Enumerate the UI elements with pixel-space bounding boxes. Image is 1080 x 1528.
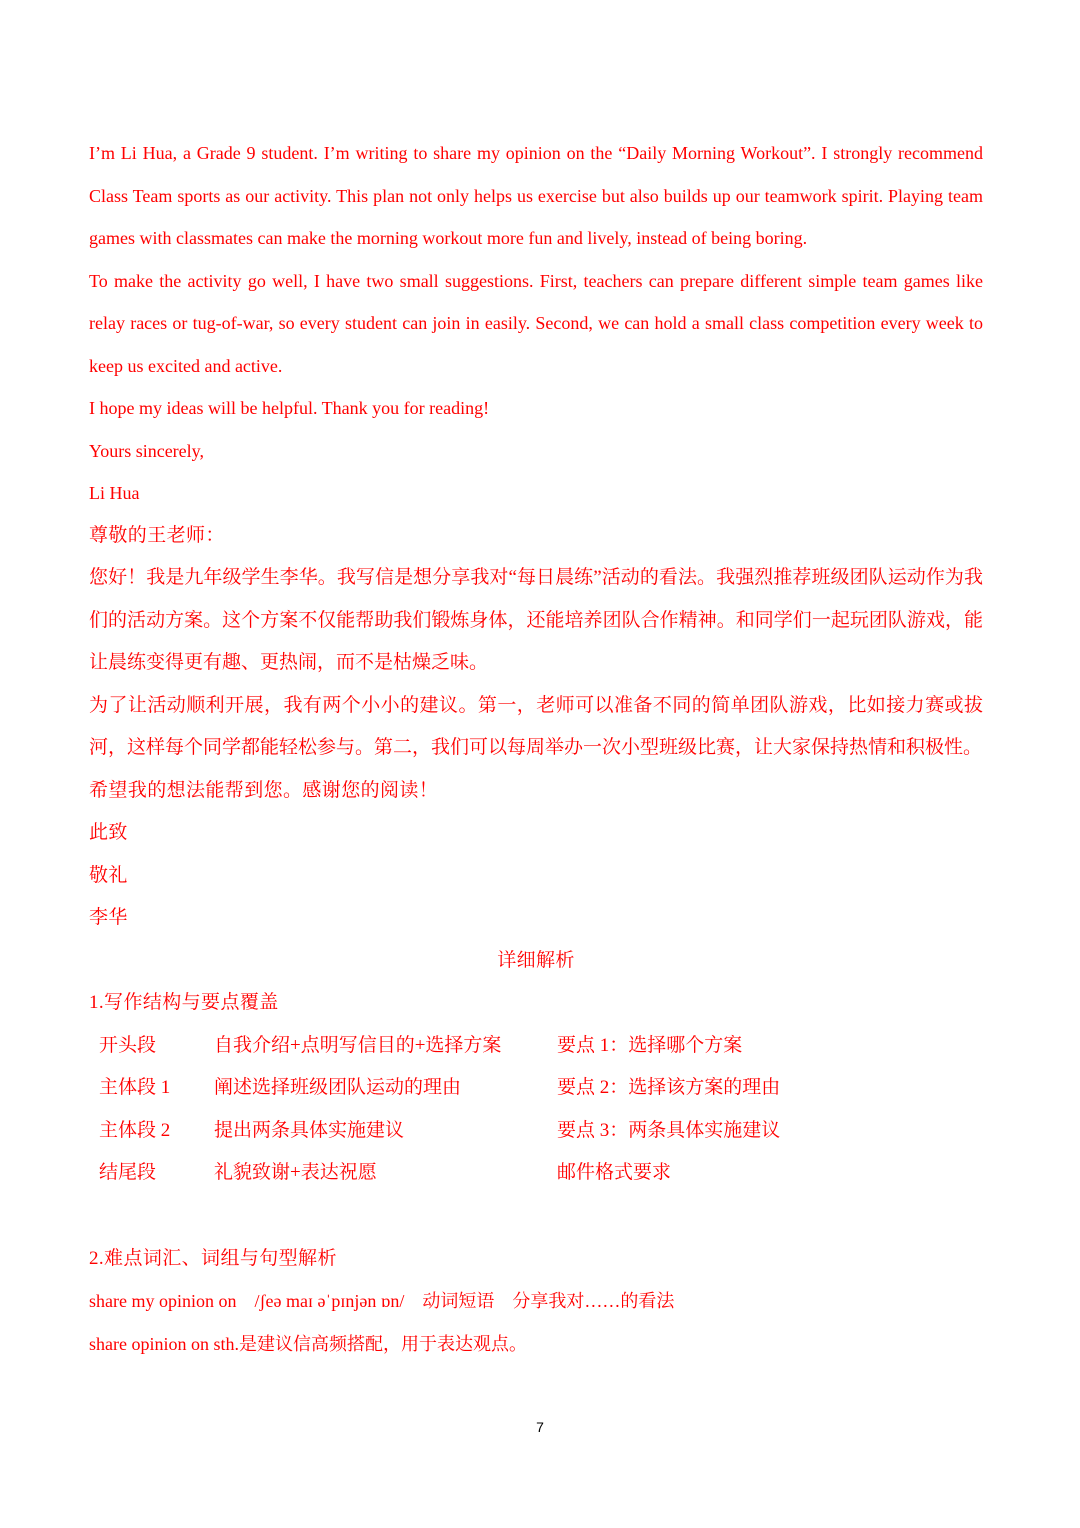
structure-point: 要点 2：选择该方案的理由 <box>557 1077 781 1098</box>
document-body <box>89 132 983 1365</box>
structure-row <box>89 1067 983 1110</box>
english-letter-paragraph-1: I’m Li Hua, a Grade 9 student. I’m writing to share my opinion on the “Daily Morning Workout”. I strongly recommend Class Team sports as our activity. This plan not only helps us exercise but also builds up our teamwork spirit. Playing team games with classmates can make the morning workout more fun and lively, instead of being boring. <box>89 143 983 248</box>
structure-content: 自我介绍+点明写信目的+选择方案 <box>214 1034 502 1056</box>
english-letter-closing: Yours sincerely, <box>89 440 204 461</box>
page-number: 7 <box>536 1419 544 1435</box>
structure-point: 要点 1：选择哪个方案 <box>557 1034 743 1056</box>
chinese-letter-greeting: 尊敬的王老师： <box>89 524 225 546</box>
chinese-letter-paragraph-2: 为了让活动顺利开展，我有两个小小的建议。第一，老师可以准备不同的简单团队游戏，比如接力赛或拔河，这样每个同学都能轻松参与。第二，我们可以每周举办一次小型班级比赛，让大家保持热情和积极性。 <box>89 694 983 758</box>
vocab-note: share opinion on sth.是建议信高频搭配，用于表达观点。 <box>89 1333 527 1354</box>
structure-content: 提出两条具体实施建议 <box>214 1119 405 1141</box>
structure-part: 主体段 2 <box>99 1119 171 1141</box>
analysis-title: 详细解析 <box>497 949 575 971</box>
structure-part: 结尾段 <box>99 1162 157 1183</box>
structure-row <box>89 1152 983 1195</box>
structure-content: 礼貌致谢+表达祝愿 <box>214 1162 377 1183</box>
structure-row <box>89 1110 983 1153</box>
english-letter-paragraph-2: To make the activity go well, I have two small suggestions. First, teachers can prepare different simple team games like relay races or tug-of-war, so every student can join in easily. Second, we can hold a small class competition every week to keep us excited and active. <box>89 270 983 376</box>
structure-part: 开头段 <box>99 1034 157 1056</box>
structure-table <box>89 1025 983 1195</box>
spacer <box>89 1195 983 1238</box>
structure-point: 邮件格式要求 <box>557 1162 672 1183</box>
english-letter-signature: Li Hua <box>89 483 140 503</box>
vocab-entry: share my opinion on /ʃeə maɪ əˈpɪnjən ɒn/ 动词短语 分享我对……的看法 <box>89 1291 675 1311</box>
chinese-letter-paragraph-1: 您好！我是九年级学生李华。我写信是想分享我对“每日晨练”活动的看法。我强烈推荐班级团队运动作为我们的活动方案。这个方案不仅能帮助我们锻炼身体，还能培养团队合作精神。和同学们一起玩团队游戏，能让晨练变得更有趣、更热闹，而不是枯燥乏味。 <box>89 567 983 673</box>
section-2-title: 2.难点词汇、词组与句型解析 <box>89 1247 337 1269</box>
chinese-letter-signature: 李华 <box>89 907 128 928</box>
english-letter-paragraph-3: I hope my ideas will be helpful. Thank you for reading! <box>89 398 490 418</box>
chinese-letter-closing-1: 此致 <box>89 822 128 843</box>
structure-row <box>89 1025 983 1068</box>
section-1-title: 1.写作结构与要点覆盖 <box>89 992 279 1013</box>
chinese-letter-paragraph-3: 希望我的想法能帮到您。感谢您的阅读！ <box>89 779 439 801</box>
chinese-letter-closing-2: 敬礼 <box>89 864 128 886</box>
structure-content: 阐述选择班级团队运动的理由 <box>214 1077 462 1098</box>
structure-part: 主体段 1 <box>99 1077 171 1098</box>
structure-point: 要点 3：两条具体实施建议 <box>557 1119 781 1141</box>
